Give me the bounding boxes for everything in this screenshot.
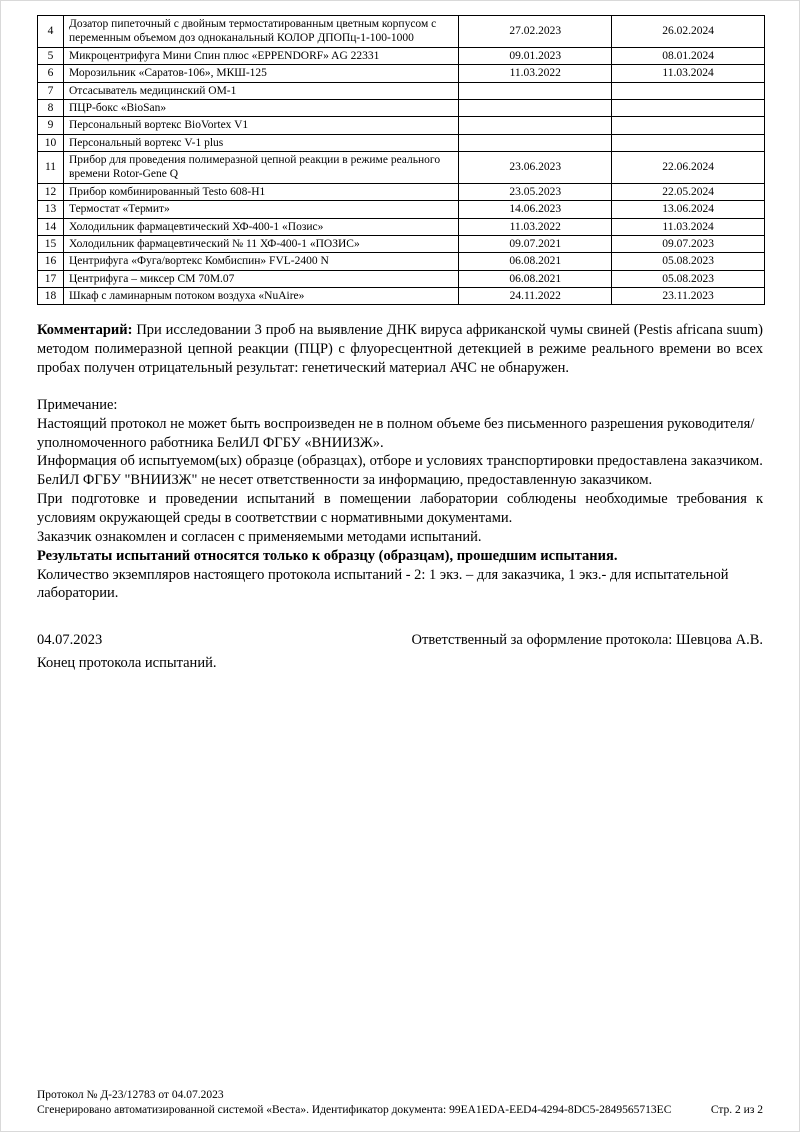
cell-name: Морозильник «Саратов-106», МКШ-125 xyxy=(63,65,458,82)
cell-name: Термостат «Термит» xyxy=(63,201,458,218)
cell-date1: 06.08.2021 xyxy=(459,270,612,287)
cell-num: 16 xyxy=(38,253,64,270)
cell-name: ПЦР-бокс «BioSan» xyxy=(63,99,458,116)
table-row xyxy=(38,152,765,184)
notes-heading: Примечание: xyxy=(37,396,118,413)
cell-num: 6 xyxy=(38,65,64,82)
cell-num: 5 xyxy=(38,47,64,64)
cell-num: 13 xyxy=(38,201,64,218)
cell-num: 7 xyxy=(38,82,64,99)
table-row xyxy=(38,218,765,235)
cell-date1: 06.08.2021 xyxy=(459,253,612,270)
table-row xyxy=(38,253,765,270)
cell-num: 8 xyxy=(38,99,64,116)
cell-date2: 11.03.2024 xyxy=(612,218,765,235)
table-row xyxy=(38,47,765,64)
cell-name: Центрифуга «Фуга/вортекс Комбиспин» FVL-2400 N xyxy=(63,253,458,270)
cell-name: Микроцентрифуга Мини Спин плюс «EPPENDORF» AG 22331 xyxy=(63,47,458,64)
cell-date2: 26.02.2024 xyxy=(612,16,765,48)
cell-date2 xyxy=(612,82,765,99)
footer-page-number: Стр. 2 из 2 xyxy=(710,1104,763,1117)
cell-name: Прибор для проведения полимеразной цепной реакции в режиме реального времени Rotor-Gene Q xyxy=(63,152,458,184)
table-row xyxy=(38,82,765,99)
table-row xyxy=(38,201,765,218)
cell-date1: 23.06.2023 xyxy=(459,152,612,184)
cell-name: Центрифуга – миксер СМ 70М.07 xyxy=(63,270,458,287)
table-row xyxy=(38,117,765,134)
cell-date2: 09.07.2023 xyxy=(612,235,765,252)
cell-date1: 27.02.2023 xyxy=(459,16,612,48)
cell-date2 xyxy=(612,134,765,151)
cell-date2: 22.05.2024 xyxy=(612,183,765,200)
cell-date2: 11.03.2024 xyxy=(612,65,765,82)
cell-name: Персональный вортекс V-1 plus xyxy=(63,134,458,151)
cell-num: 10 xyxy=(38,134,64,151)
note-item: Информация об испытуемом(ых) образце (образцах), отборе и условиях транспортировки предоставлена заказчиком. xyxy=(37,453,763,470)
table-row xyxy=(38,270,765,287)
page-footer xyxy=(37,1088,763,1119)
cell-num: 15 xyxy=(38,235,64,252)
cell-num: 11 xyxy=(38,152,64,184)
note-item: Количество экземпляров настоящего протокола испытаний - 2: 1 экз. – для заказчика, 1 экз.- для испытательной лаборатории. xyxy=(37,566,729,602)
table-row xyxy=(38,235,765,252)
cell-num: 18 xyxy=(38,288,64,305)
table-row xyxy=(38,99,765,116)
cell-date1 xyxy=(459,99,612,116)
note-item: При подготовке и проведении испытаний в помещении лаборатории соблюдены необходимые требования к условиям окружающей среды в соответствии с нормативными документами. xyxy=(37,491,763,526)
table-row xyxy=(38,65,765,82)
note-item: БелИЛ ФГБУ "ВНИИЗЖ" не несет ответственности за информацию, предоставленную заказчиком. xyxy=(37,472,653,489)
table-row xyxy=(38,16,765,48)
cell-date2 xyxy=(612,117,765,134)
cell-name: Холодильник фармацевтический № 11 ХФ-400-1 «ПОЗИС» xyxy=(63,235,458,252)
notes-list xyxy=(37,415,763,603)
table-row xyxy=(38,183,765,200)
cell-date1: 09.01.2023 xyxy=(459,47,612,64)
cell-date2: 08.01.2024 xyxy=(612,47,765,64)
signoff-responsible: Ответственный за оформление протокола: Шевцова А.В. xyxy=(411,632,763,649)
table-row xyxy=(38,288,765,305)
cell-num: 17 xyxy=(38,270,64,287)
cell-name: Персональный вортекс BioVortex V1 xyxy=(63,117,458,134)
cell-num: 4 xyxy=(38,16,64,48)
equipment-table-body xyxy=(38,16,765,305)
cell-date1: 11.03.2022 xyxy=(459,218,612,235)
cell-date2: 23.11.2023 xyxy=(612,288,765,305)
cell-num: 9 xyxy=(38,117,64,134)
cell-name: Шкаф с ламинарным потоком воздуха «NuAire» xyxy=(63,288,458,305)
cell-name: Дозатор пипеточный с двойным термостатированным цветным корпусом с переменным объемом доз одноканальный КОЛОР ДПОПц-1-100-1000 xyxy=(63,16,458,48)
cell-date2: 05.08.2023 xyxy=(612,270,765,287)
equipment-table xyxy=(37,15,765,305)
footer-generated-text: Сгенерировано автоматизированной системой «Веста». Идентификатор документа: 99EA1EDA-EED4-4294-8DC5-2849565713EC xyxy=(37,1104,672,1117)
cell-date2: 05.08.2023 xyxy=(612,253,765,270)
cell-date1: 14.06.2023 xyxy=(459,201,612,218)
cell-date1: 24.11.2022 xyxy=(459,288,612,305)
note-item: Заказчик ознакомлен и согласен с применяемыми методами испытаний. xyxy=(37,528,482,545)
cell-date2: 13.06.2024 xyxy=(612,201,765,218)
signoff-row xyxy=(37,631,763,650)
note-item: Результаты испытаний относятся только к образцу (образцам), прошедшим испытания. xyxy=(37,547,618,564)
cell-date2: 22.06.2024 xyxy=(612,152,765,184)
note-item: Настоящий протокол не может быть воспроизведен не в полном объеме без письменного разрешения руководителя/уполномоченного работника БелИЛ ФГБУ «ВНИИЗЖ». xyxy=(37,415,755,451)
cell-date1 xyxy=(459,117,612,134)
cell-num: 14 xyxy=(38,218,64,235)
cell-name: Отсасыватель медицинский ОМ-1 xyxy=(63,82,458,99)
signoff-date: 04.07.2023 xyxy=(37,632,103,649)
cell-date1: 11.03.2022 xyxy=(459,65,612,82)
cell-name: Холодильник фармацевтический ХФ-400-1 «Позис» xyxy=(63,218,458,235)
comment-text: При исследовании 3 проб на выявление ДНК вируса африканской чумы свиней (Pestis africana suum) методом полимеразной цепной реакции (ПЦР) с флуоресцентной детекцией в режиме реального времени во всех пробах получен отрицательный результат: генетический материал АЧС не обнаружен. xyxy=(37,322,763,377)
cell-date1 xyxy=(459,82,612,99)
comment-paragraph xyxy=(37,321,763,378)
table-row xyxy=(38,134,765,151)
footer-protocol-number: Протокол № Д-23/12783 от 04.07.2023 xyxy=(37,1088,224,1101)
cell-date1: 09.07.2021 xyxy=(459,235,612,252)
cell-date2 xyxy=(612,99,765,116)
end-of-protocol: Конец протокола испытаний. xyxy=(37,655,217,672)
cell-name: Прибор комбинированный Testo 608-H1 xyxy=(63,183,458,200)
comment-label: Комментарий: xyxy=(37,322,133,339)
cell-date1 xyxy=(459,134,612,151)
cell-date1: 23.05.2023 xyxy=(459,183,612,200)
cell-num: 12 xyxy=(38,183,64,200)
